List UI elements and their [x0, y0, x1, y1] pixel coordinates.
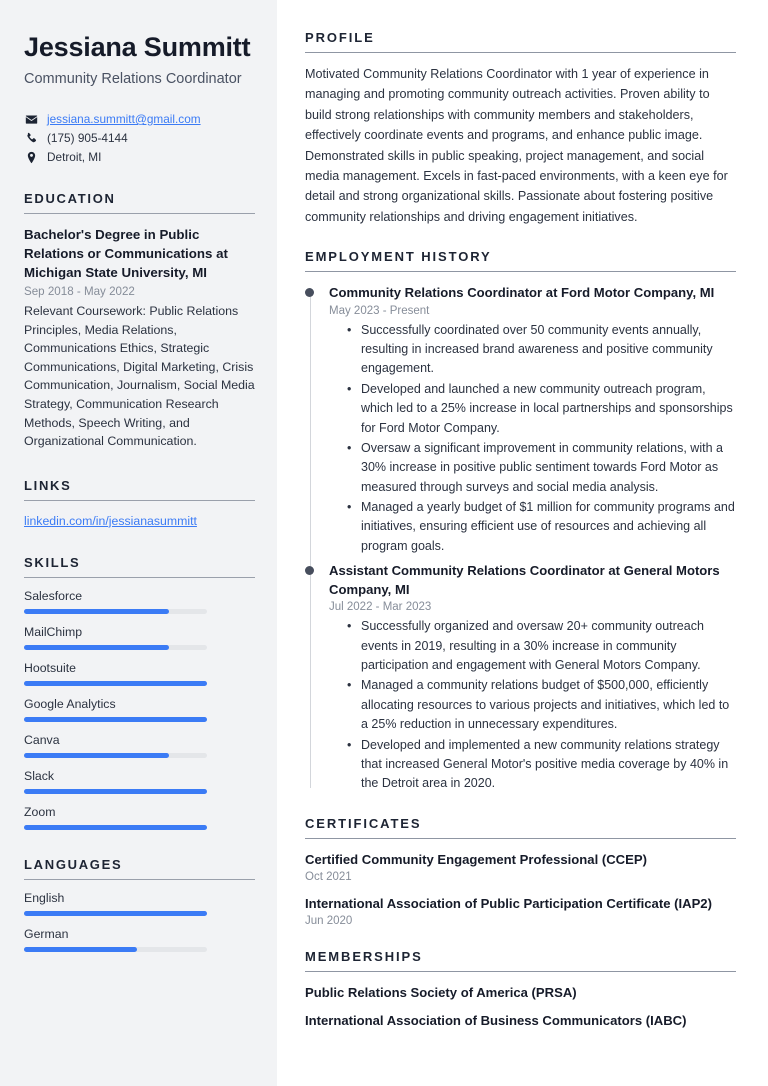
links-divider — [24, 500, 255, 501]
skill-item — [24, 769, 255, 794]
contact-email-row — [24, 112, 255, 126]
contact-phone-value: (175) 905-4144 — [47, 131, 128, 146]
education-heading: EDUCATION — [24, 191, 116, 207]
candidate-job-title: Community Relations Coordinator — [24, 70, 242, 87]
employment-bullets — [329, 617, 736, 793]
education-section — [24, 191, 255, 451]
links-heading: LINKS — [24, 477, 72, 493]
profile-heading: PROFILE — [305, 30, 375, 45]
contact-location-row — [24, 150, 255, 164]
skill-item — [24, 661, 255, 686]
contact-location-value: Detroit, MI — [47, 150, 102, 165]
memberships-heading: MEMBERSHIPS — [305, 949, 423, 965]
skills-divider — [24, 577, 255, 578]
contact-phone-row — [24, 131, 255, 145]
memberships-section — [305, 949, 736, 1028]
certificate-title: Certified Community Engagement Professional (CCEP) — [305, 851, 647, 867]
envelope-icon — [24, 112, 38, 126]
language-level-bar — [24, 947, 207, 952]
certificate-item — [305, 851, 736, 883]
skill-level-bar — [24, 825, 207, 830]
profile-divider — [305, 52, 736, 53]
employment-bullet: • Successfully coordinated over 50 community events annually, resulting in increased brand awareness and positive community engagement. — [361, 321, 736, 379]
skill-item — [24, 697, 255, 722]
languages-heading: LANGUAGES — [24, 856, 123, 872]
skill-label: Slack — [24, 768, 55, 783]
employment-bullet: • Managed a yearly budget of $1 million for community programs and initiatives, ensuring efficient use of resources and achieving all program goals. — [361, 498, 736, 556]
language-label: German — [24, 926, 69, 941]
education-degree: Bachelor's Degree in Public Relations or Communications at Michigan State University, MI — [24, 227, 228, 281]
employment-item — [329, 284, 736, 556]
skills-heading: SKILLS — [24, 554, 81, 570]
skill-level-fill — [24, 645, 169, 650]
skill-level-fill — [24, 609, 169, 614]
employment-section — [305, 249, 736, 794]
skill-label: Google Analytics — [24, 696, 116, 711]
employment-timeline — [305, 284, 736, 794]
employment-date: May 2023 - Present — [329, 304, 430, 317]
skill-level-fill — [24, 681, 207, 686]
certificate-title: International Association of Public Participation Certificate (IAP2) — [305, 896, 712, 912]
skill-level-fill — [24, 717, 207, 722]
map-pin-icon — [24, 150, 38, 164]
skill-label: MailChimp — [24, 624, 83, 639]
employment-bullets — [329, 321, 736, 557]
language-level-fill — [24, 911, 207, 916]
links-section — [24, 478, 255, 528]
language-item — [24, 891, 255, 916]
memberships-divider — [305, 971, 736, 972]
certificates-heading: CERTIFICATES — [305, 815, 422, 831]
education-date: Sep 2018 - May 2022 — [24, 285, 135, 299]
employment-divider — [305, 271, 736, 272]
skill-level-bar — [24, 789, 207, 794]
skill-level-bar — [24, 753, 207, 758]
language-label: English — [24, 890, 65, 905]
language-item — [24, 927, 255, 952]
certificates-divider — [305, 838, 736, 839]
certificate-date: Jun 2020 — [305, 915, 353, 928]
employment-heading: EMPLOYMENT HISTORY — [305, 249, 492, 265]
skill-item — [24, 625, 255, 650]
skill-level-bar — [24, 645, 207, 650]
link-linkedin[interactable]: linkedin.com/in/jessianasummitt — [24, 513, 197, 528]
contact-details — [24, 112, 255, 164]
main-content — [277, 0, 768, 1086]
contact-email-link[interactable]: jessiana.summitt@gmail.com — [47, 112, 201, 127]
skills-section — [24, 555, 255, 830]
candidate-name: Jessiana Summitt — [24, 32, 251, 62]
skill-label: Hootsuite — [24, 660, 76, 675]
certificate-date: Oct 2021 — [305, 871, 352, 884]
skill-level-fill — [24, 753, 169, 758]
certificates-section — [305, 816, 736, 928]
membership-item: International Association of Business Communicators (IABC) — [305, 1013, 687, 1029]
sidebar — [0, 0, 277, 1086]
employment-bullet: • Managed a community relations budget of $500,000, efficiently allocating resources to various projects and initiatives, which led to a 25% reduction in unnecessary expenditures. — [361, 676, 736, 734]
profile-text: Motivated Community Relations Coordinator with 1 year of experience in managing and promoting community outreach activities. Proven ability to build strong relationships with community members and stakeholders, effectively coordinate events and programs, and enhance public image. Demonstrated skills in public speaking, project management, and social media management. Excels in fast-paced environments, with a keen eye for detail and strong organizational skills. Passionate about fostering positive community relationships and driving engagement initiatives. — [305, 67, 728, 224]
employment-date: Jul 2022 - Mar 2023 — [329, 601, 432, 614]
language-level-bar — [24, 911, 207, 916]
employment-item — [329, 562, 736, 794]
language-level-fill — [24, 947, 137, 952]
languages-section — [24, 857, 255, 952]
skill-label: Zoom — [24, 804, 56, 819]
skill-level-bar — [24, 681, 207, 686]
phone-icon — [24, 131, 38, 145]
employment-bullet: • Oversaw a significant improvement in community relations, with a 30% increase in positive public sentiment towards Ford Motor as measured through surveys and social media analysis. — [361, 439, 736, 497]
skill-level-bar — [24, 717, 207, 722]
skill-label: Canva — [24, 732, 60, 747]
languages-divider — [24, 879, 255, 880]
employment-bullet: • Successfully organized and oversaw 20+ community outreach events in 2019, resulting in a 30% increase in community participation and engagement with General Motors Company. — [361, 617, 736, 675]
education-divider — [24, 213, 255, 214]
education-description: Relevant Coursework: Public Relations Principles, Media Relations, Communications Ethics, Strategic Communications, Digital Marketing, Crisis Communication, Journalism, Social Media Strategy, Communication Research Methods, Speech Writing, and Organizational Communication. — [24, 304, 255, 449]
skill-item — [24, 805, 255, 830]
skill-label: Salesforce — [24, 588, 83, 603]
employment-title: Community Relations Coordinator at Ford Motor Company, MI — [329, 285, 715, 301]
skill-item — [24, 733, 255, 758]
skill-level-bar — [24, 609, 207, 614]
employment-bullet: • Developed and implemented a new community relations strategy that increased General Motor's positive media coverage by 40% in the Detroit area in 2020. — [361, 736, 736, 794]
skill-item — [24, 589, 255, 614]
profile-section — [305, 30, 736, 227]
employment-title: Assistant Community Relations Coordinator at General Motors Company, MI — [329, 563, 720, 597]
certificate-item — [305, 895, 736, 927]
skill-level-fill — [24, 789, 207, 794]
employment-bullet: • Developed and launched a new community outreach program, which led to a 25% increase in local partnerships and sponsorships for Ford Motor Company. — [361, 380, 736, 438]
skill-level-fill — [24, 825, 207, 830]
membership-item: Public Relations Society of America (PRSA) — [305, 985, 577, 1001]
